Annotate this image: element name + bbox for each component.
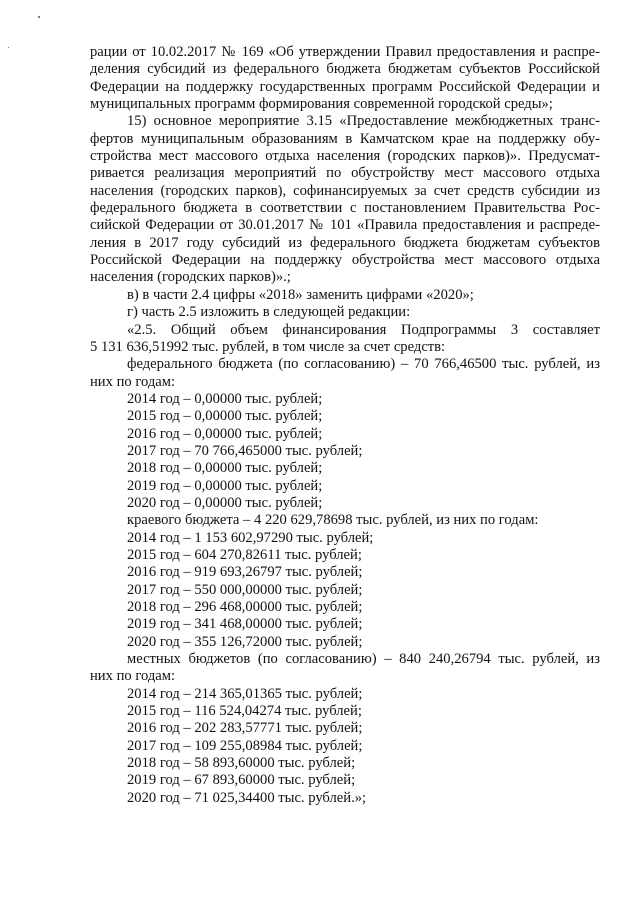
text-line: ривается реализация мероприятий по обустройству мест массового отдыха (90, 165, 600, 182)
text-line: ления в 2017 году субсидий из федерального бюджета бюджетам субъектов (90, 234, 600, 251)
text-line: 2015 год – 604 270,82611 тыс. рублей; (127, 546, 362, 563)
text-line: 2015 год – 116 524,04274 тыс. рублей; (127, 703, 362, 720)
text-line: населения (городских парков), софинансируемых за счет средств субсидии из (90, 182, 600, 199)
text-line: 2015 год – 0,00000 тыс. рублей; (127, 408, 323, 425)
text-line: муниципальных программ формирования современной городской среды»; (90, 96, 553, 113)
text-line: 2017 год – 70 766,465000 тыс. рублей; (127, 442, 363, 459)
text-line: 2019 год – 0,00000 тыс. рублей; (127, 477, 323, 494)
text-line: 2019 год – 67 893,60000 тыс. рублей; (127, 772, 356, 789)
text-line: сийской Федерации от 30.01.2017 № 101 «Правила предоставления и распреде- (90, 217, 600, 234)
text-line: 2018 год – 58 893,60000 тыс. рублей; (127, 755, 356, 772)
text-line: населения (городских парков)».; (90, 269, 291, 286)
text-line: рации от 10.02.2017 № 169 «Об утверждении Правил предоставления и распре- (90, 44, 600, 60)
text-line: 2018 год – 0,00000 тыс. рублей; (127, 460, 323, 477)
text-line: 2020 год – 355 126,72000 тыс. рублей; (127, 633, 363, 650)
text-line: федерального бюджета в соответствии с постановлением Правительства Рос- (90, 200, 600, 217)
text-line: 2020 год – 0,00000 тыс. рублей; (127, 494, 323, 511)
text-line: 2016 год – 919 693,26797 тыс. рублей; (127, 564, 363, 581)
text-line: в) в части 2.4 цифры «2018» заменить цифрами «2020»; (127, 286, 474, 303)
text-line: 2016 год – 202 283,57771 тыс. рублей; (127, 720, 363, 737)
text-line: 15) основное мероприятие 3.15 «Предоставление межбюджетных транс- (127, 113, 600, 130)
text-line: них по годам: (90, 668, 176, 685)
text-line: 2020 год – 71 025,34400 тыс. рублей.»; (127, 789, 367, 806)
text-line: деления субсидий из федерального бюджета бюджетам субъектов Российской (90, 61, 600, 78)
scan-speck (38, 16, 40, 18)
text-line: 2018 год – 296 468,00000 тыс. рублей; (127, 599, 363, 615)
text-line: Российской Федерации на поддержку обустройства мест массового отдыха (90, 252, 600, 269)
document-body (90, 44, 600, 807)
text-line: 2017 год – 550 000,00000 тыс. рублей; (127, 581, 363, 598)
text-line: 2014 год – 214 365,01365 тыс. рублей; (127, 685, 363, 702)
scan-speck (8, 47, 9, 48)
text-line: местных бюджетов (по согласованию) – 840 240,26794 тыс. рублей, из (127, 651, 600, 668)
text-line: 2019 год – 341 468,00000 тыс. рублей; (127, 616, 363, 633)
text-line: 2016 год – 0,00000 тыс. рублей; (127, 425, 323, 442)
text-line: стройства мест массового отдыха населения (городских парков)». Предусмат- (90, 148, 600, 165)
text-line: 5 131 636,51992 тыс. рублей, в том числе за счет средств: (90, 338, 446, 355)
text-line: Федерации на поддержку государственных программ Российской Федерации и (90, 78, 600, 95)
text-line: краевого бюджета – 4 220 629,78698 тыс. рублей, из них по годам: (127, 512, 539, 529)
text-line: 2014 год – 0,00000 тыс. рублей; (127, 390, 323, 407)
text-line: «2.5. Общий объем финансирования Подпрограммы 3 составляет (127, 321, 600, 338)
text-line: федерального бюджета (по согласованию) – 70 766,46500 тыс. рублей, из (127, 356, 600, 373)
text-line: 2014 год – 1 153 602,97290 тыс. рублей; (127, 529, 374, 546)
text-line: г) часть 2.5 изложить в следующей редакции: (127, 304, 411, 321)
text-line: них по годам: (90, 373, 176, 390)
text-line: фертов муниципальным образованиям в Камчатском крае на поддержку обу- (90, 130, 600, 147)
text-line: 2017 год – 109 255,08984 тыс. рублей; (127, 737, 363, 754)
